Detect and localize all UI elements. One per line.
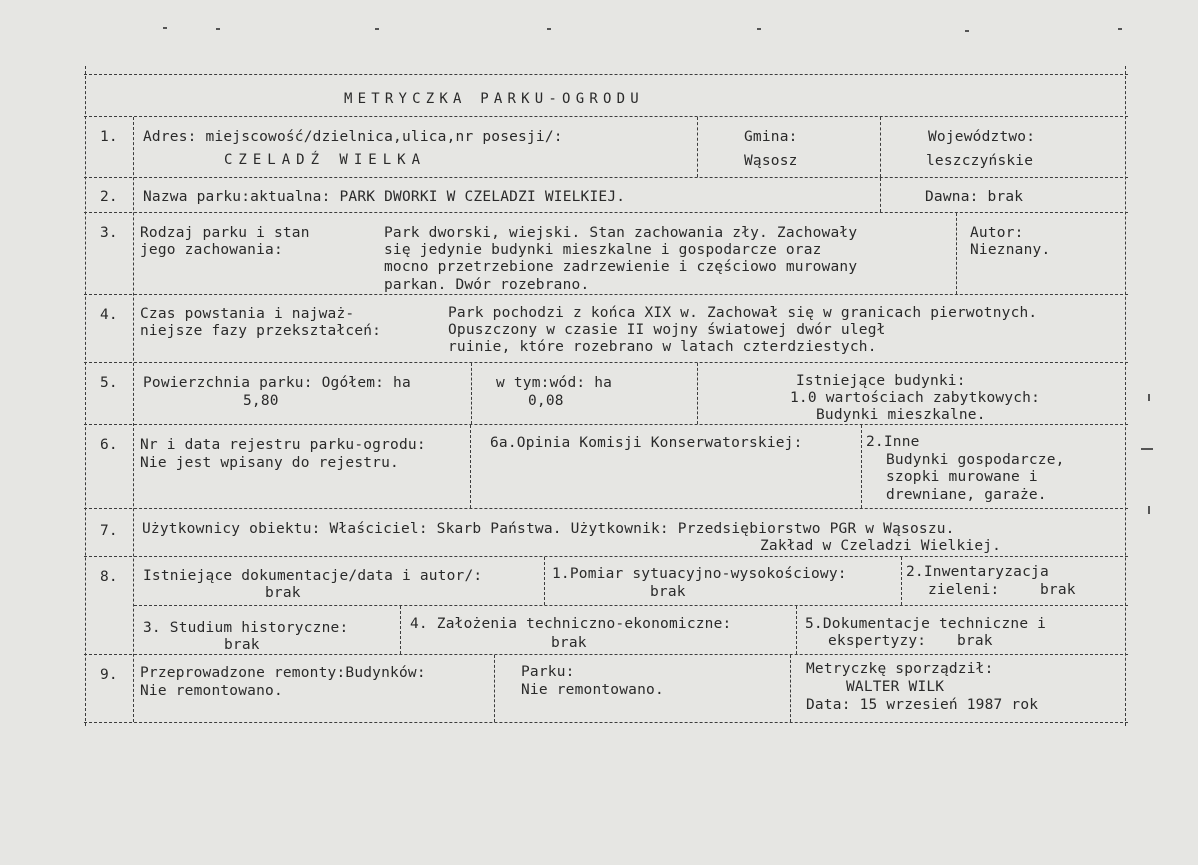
park-type-label: jego zachowania: — [140, 242, 283, 258]
cell-divider — [861, 425, 862, 508]
park-type-text: mocno przetrzebione zadrzewienie i częściowo murowany — [384, 259, 858, 275]
number-column-divider — [133, 117, 134, 722]
gmina-label: Gmina: — [744, 129, 798, 145]
cell-divider — [790, 655, 791, 722]
table-border-top — [84, 74, 1128, 75]
row-number: 4. — [100, 307, 118, 323]
row-divider — [84, 424, 1128, 425]
author-value: Nieznany. — [970, 242, 1051, 258]
park-type-text: się jedynie budynki mieszkalne i gospodarcze oraz — [384, 242, 822, 258]
inventory-label: zieleni: — [928, 582, 1000, 598]
park-type-label: Rodzaj parku i stan — [140, 225, 310, 241]
stray-mark — [965, 30, 969, 32]
cell-divider — [796, 606, 797, 654]
cell-divider — [471, 363, 472, 424]
prepared-by-label: Metryczkę sporządził: — [806, 661, 994, 677]
stray-mark — [1141, 448, 1153, 450]
survey-label: 1.Pomiar sytuacyjno-wysokościowy: — [552, 566, 847, 582]
other-text: Budynki gospodarcze, — [886, 452, 1065, 468]
other-text: drewniane, garaże. — [886, 487, 1047, 503]
row-number: 9. — [100, 667, 118, 683]
documentation-label: Istniejące dokumentacje/data i autor/: — [143, 568, 483, 584]
gmina-value: Wąsosz — [744, 153, 798, 169]
cell-divider — [470, 425, 471, 508]
row-divider — [84, 654, 1128, 655]
park-repairs-value: Nie remontowano. — [521, 682, 664, 698]
other-label: 2.Inne — [866, 434, 920, 450]
stray-mark — [1148, 506, 1150, 514]
technical-assumptions-value: brak — [551, 635, 587, 651]
row-divider — [84, 116, 1128, 117]
row-number: 2. — [100, 189, 118, 205]
row-number: 8. — [100, 569, 118, 585]
park-type-text: Park dworski, wiejski. Stan zachowania zły. Zachowały — [384, 225, 858, 241]
register-value: Nie jest wpisany do rejestru. — [140, 455, 399, 471]
survey-value: brak — [650, 584, 686, 600]
buildings-label: 1.0 wartościach zabytkowych: — [790, 390, 1041, 406]
author-label: Autor: — [970, 225, 1024, 241]
voivodeship-label: Województwo: — [928, 129, 1036, 145]
voivodeship-value: leszczyńskie — [926, 153, 1034, 169]
row-divider — [134, 605, 1128, 606]
buildings-value: Budynki mieszkalne. — [816, 407, 986, 423]
row-number: 7. — [100, 523, 118, 539]
history-study-value: brak — [224, 637, 260, 653]
park-repairs-label: Parku: — [521, 664, 575, 680]
address-label: Adres: miejscowość/dzielnica,ulica,nr posesji/: — [143, 129, 563, 145]
table-border-left — [85, 66, 86, 726]
park-former-name: Dawna: brak — [925, 189, 1024, 205]
cell-divider — [901, 557, 902, 605]
prepared-by-value: WALTER WILK — [846, 679, 945, 695]
other-text: szopki murowane i — [886, 469, 1038, 485]
area-value: 5,80 — [243, 393, 279, 409]
cell-divider — [400, 606, 401, 654]
table-border-right — [1125, 66, 1126, 726]
row-divider — [84, 177, 1128, 178]
cell-divider — [697, 363, 698, 424]
date-text: Data: 15 wrzesień 1987 rok — [806, 697, 1039, 713]
park-name: Nazwa parku:aktualna: PARK DWORKI W CZELADZI WIELKIEJ. — [143, 189, 626, 205]
stray-mark — [1118, 28, 1122, 30]
water-label: w tym:wód: ha — [496, 375, 613, 391]
inventory-label: 2.Inwentaryzacja — [906, 564, 1049, 580]
history-text: Opuszczony w czasie II wojny światowej dwór uległ — [448, 322, 886, 338]
cell-divider — [697, 117, 698, 177]
cell-divider — [880, 117, 881, 177]
stray-mark — [216, 28, 220, 30]
row-divider — [84, 508, 1128, 509]
row-divider — [84, 362, 1128, 363]
cell-divider — [544, 557, 545, 605]
technical-docs-value: brak — [957, 633, 993, 649]
row-divider — [84, 294, 1128, 295]
stray-mark — [547, 28, 551, 30]
history-label: niejsze fazy przekształceń: — [140, 323, 382, 339]
document-title: METRYCZKA PARKU-OGRODU — [344, 91, 644, 107]
history-label: Czas powstania i najważ- — [140, 306, 355, 322]
inventory-value: brak — [1040, 582, 1076, 598]
technical-docs-label: ekspertyzy: — [828, 633, 927, 649]
address-value: CZELADŹ WIELKA — [224, 152, 427, 168]
row-number: 1. — [100, 129, 118, 145]
cell-divider — [880, 178, 881, 212]
table-border-bottom — [84, 722, 1128, 723]
documentation-value: brak — [265, 585, 301, 601]
row-number: 6. — [100, 437, 118, 453]
row-number: 3. — [100, 225, 118, 241]
users-text: Zakład w Czeladzi Wielkiej. — [760, 538, 1002, 554]
water-value: 0,08 — [528, 393, 564, 409]
repairs-value: Nie remontowano. — [140, 683, 283, 699]
stray-mark — [757, 28, 761, 30]
opinion-label: 6a.Opinia Komisji Konserwatorskiej: — [490, 435, 803, 451]
repairs-label: Przeprowadzone remonty:Budynków: — [140, 665, 426, 681]
row-number: 5. — [100, 375, 118, 391]
stray-mark — [1148, 394, 1150, 401]
history-text: Park pochodzi z końca XIX w. Zachował się w granicach pierwotnych. — [448, 305, 1038, 321]
register-label: Nr i data rejestru parku-ogrodu: — [140, 437, 426, 453]
row-divider — [84, 212, 1128, 213]
buildings-label: Istniejące budynki: — [796, 373, 966, 389]
history-study-label: 3. Studium historyczne: — [143, 620, 349, 636]
area-label: Powierzchnia parku: Ogółem: ha — [143, 375, 411, 391]
users-text: Użytkownicy obiektu: Właściciel: Skarb Państwa. Użytkownik: Przedsiębiorstwo PGR w Wąsoszu. — [142, 521, 955, 537]
stray-mark — [163, 27, 167, 29]
cell-divider — [956, 213, 957, 294]
history-text: ruinie, które rozebrano w latach czterdziestych. — [448, 339, 877, 355]
stray-mark — [375, 28, 379, 30]
row-divider — [84, 556, 1128, 557]
technical-docs-label: 5.Dokumentacje techniczne i — [805, 616, 1047, 632]
park-type-text: parkan. Dwór rozebrano. — [384, 277, 590, 293]
technical-assumptions-label: 4. Założenia techniczno-ekonomiczne: — [410, 616, 732, 632]
cell-divider — [494, 655, 495, 722]
